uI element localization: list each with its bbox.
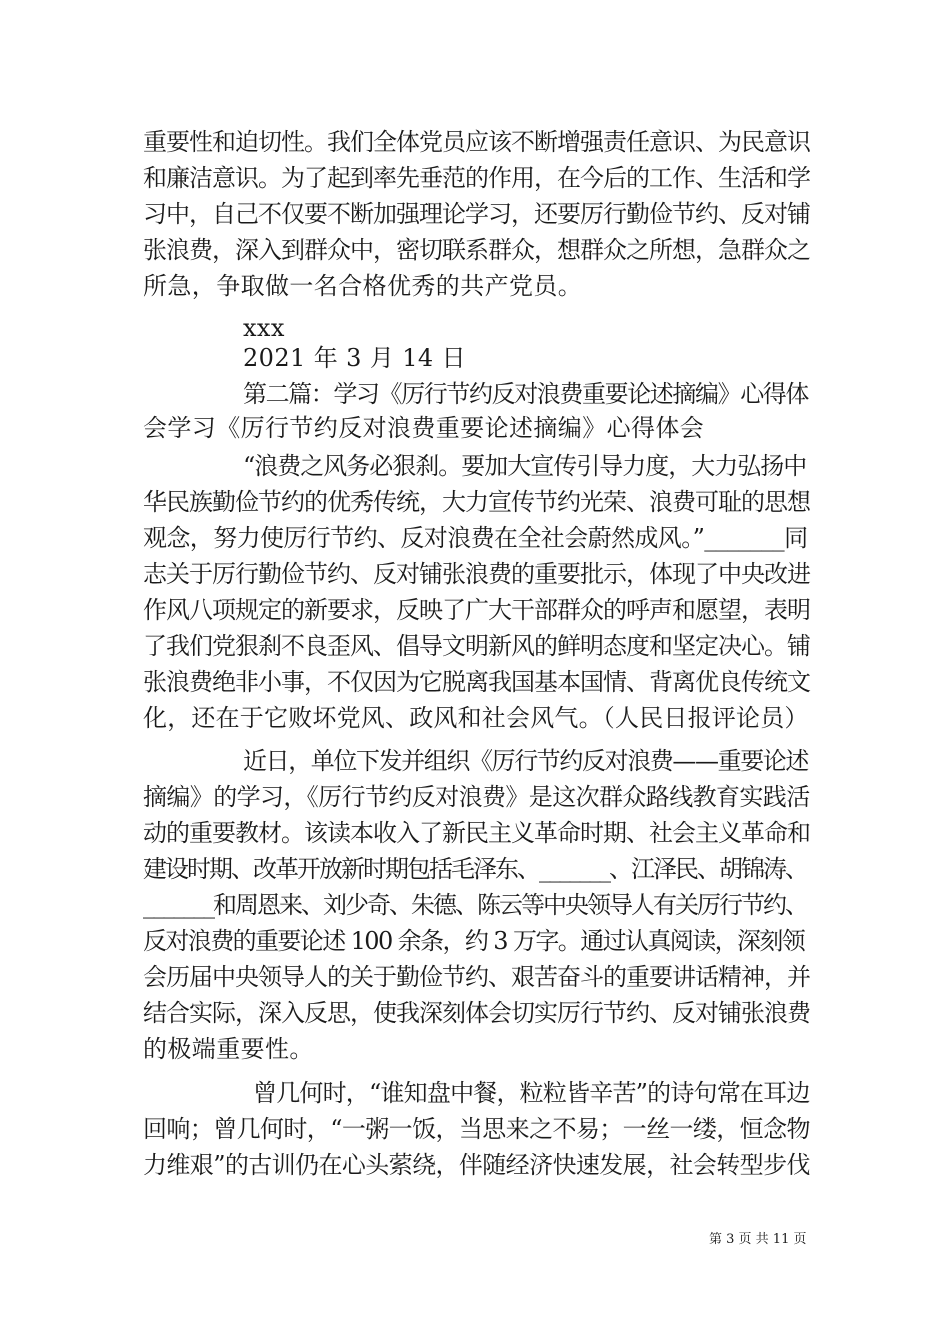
paragraph-line: 近日，单位下发并组织《厉行节约反对浪费——重要论述 [243, 747, 808, 775]
paragraph-line: 所急，争取做一名合格优秀的共产党员。 [143, 272, 583, 300]
paragraph-line: 了我们党狠刹不良歪风、倡导文明新风的鲜明态度和坚定决心。铺 [143, 632, 810, 660]
paragraph-line: 会历届中央领导人的关于勤俭节约、艰苦奋斗的重要讲话精神，并 [143, 963, 810, 991]
paragraph-line: 回响；曾几何时，“一粥一饭，当思来之不易；一丝一缕，恒念物 [143, 1115, 810, 1143]
paragraph-line: 习中，自己不仅要不断加强理论学习，还要厉行勤俭节约、反对铺 [143, 200, 810, 228]
paragraph-line: 的极端重要性。 [143, 1035, 314, 1063]
page-number-footer: 第 3 页 共 11 页 [709, 1232, 807, 1247]
paragraph-line: 化，还在于它败坏党风、政风和社会风气。（人民日报评论员） [143, 704, 809, 732]
paragraph-line: 华民族勤俭节约的优秀传统，大力宣传节约光荣、浪费可耻的思想 [143, 488, 810, 516]
paragraph-line: “浪费之风务必狠刹。要加大宣传引导力度，大力弘扬中 [243, 452, 807, 480]
paragraph-line: 摘编》的学习，《厉行节约反对浪费》是这次群众路线教育实践活 [143, 783, 810, 811]
paragraph-line: 建设时期、改革开放新时期包括毛泽东、_______、江泽民、胡锦涛、 [143, 855, 807, 883]
signature-date: 2021 年 3 月 14 日 [243, 344, 467, 372]
paragraph-line: 观念，努力使厉行节约、反对浪费在全社会蔚然成风。”_______同 [143, 524, 808, 552]
section-title: 会学习《厉行节约反对浪费重要论述摘编》心得体会 [143, 414, 705, 442]
signature-name: xxx [243, 314, 285, 342]
paragraph-line: 张浪费绝非小事，不仅因为它脱离我国基本国情、背离优良传统文 [143, 668, 810, 696]
paragraph-line: _______和周恩来、刘少奇、朱德、陈云等中央领导人有关厉行节约、 [143, 891, 807, 919]
paragraph-line: 结合实际，深入反思，使我深刻体会切实厉行节约、反对铺张浪费 [143, 999, 810, 1027]
paragraph-line: 力维艰”的古训仍在心头萦绕，伴随经济快速发展，社会转型步伐 [143, 1151, 810, 1179]
paragraph-line: 反对浪费的重要论述 100 余条，约 3 万字。通过认真阅读，深刻领 [143, 927, 805, 955]
paragraph-line: 张浪费，深入到群众中，密切联系群众，想群众之所想，急群众之 [143, 236, 810, 264]
paragraph-line: 重要性和迫切性。我们全体党员应该不断增强责任意识、为民意识 [143, 128, 810, 156]
paragraph-line: 和廉洁意识。为了起到率先垂范的作用，在今后的工作、生活和学 [143, 164, 810, 192]
paragraph-line: 动的重要教材。该读本收入了新民主义革命时期、社会主义革命和 [143, 819, 810, 847]
paragraph-line: 曾几何时，“谁知盘中餐，粒粒皆辛苦”的诗句常在耳边 [253, 1079, 810, 1107]
paragraph-line: 志关于厉行勤俭节约、反对铺张浪费的重要批示，体现了中央改进 [143, 560, 810, 588]
section-title: 第二篇：学习《厉行节约反对浪费重要论述摘编》心得体 [243, 380, 808, 408]
paragraph-line: 作风八项规定的新要求，反映了广大干部群众的呼声和愿望，表明 [143, 596, 810, 624]
